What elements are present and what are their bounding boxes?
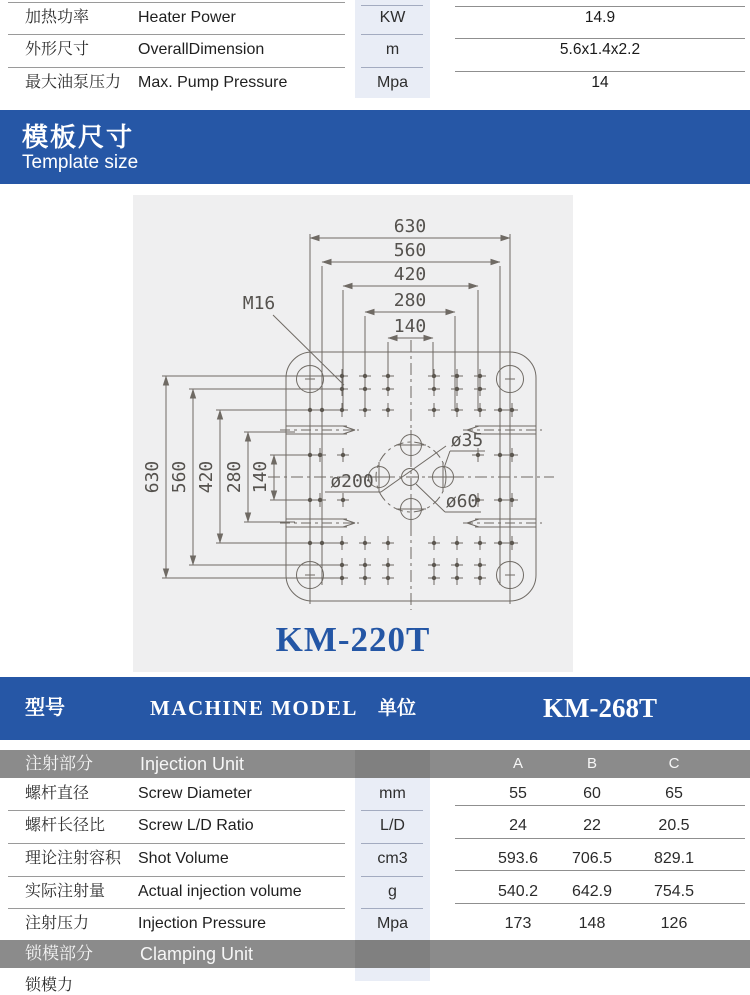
- value-b: 22: [583, 817, 601, 834]
- dim-label-left-560: 560: [169, 460, 190, 494]
- section-banner-template-size: [0, 110, 750, 184]
- row-label-en: Heater Power: [138, 9, 236, 26]
- dim-label-left-420: 420: [196, 460, 217, 494]
- row-label-cn: 外形尺寸: [25, 41, 90, 58]
- thread-label-m16: M16: [242, 293, 276, 314]
- dim-label-left-280: 280: [224, 460, 245, 494]
- diameter-label-60: ø60: [445, 491, 479, 512]
- row-label-en: Screw L/D Ratio: [138, 817, 254, 834]
- dim-label-left-630: 630: [142, 460, 163, 494]
- partial-row-label-cn: 锁模力: [25, 977, 74, 994]
- row-unit: m: [385, 41, 400, 58]
- row-label-cn: 螺杆直径: [25, 785, 90, 802]
- row-unit: g: [388, 883, 397, 900]
- value-a: 593.6: [497, 850, 539, 867]
- row-value: 14: [591, 74, 609, 91]
- row-unit: Mpa: [376, 915, 409, 932]
- column-header-c: C: [668, 755, 680, 772]
- header-model-en: MACHINE MODEL: [150, 696, 358, 720]
- table-row: [0, 778, 750, 810]
- banner-title-cn: 模板尺寸: [22, 122, 135, 152]
- value-a: 24: [509, 817, 527, 834]
- value-c: 65: [665, 785, 683, 802]
- unit-column-shade: [355, 940, 430, 968]
- value-b: 148: [578, 915, 606, 932]
- dim-label-top-140: 140: [393, 316, 427, 337]
- row-unit: mm: [379, 785, 406, 802]
- value-a: 173: [504, 915, 532, 932]
- table-row: [0, 67, 750, 99]
- value-a: 55: [509, 785, 527, 802]
- table-row: [0, 34, 750, 66]
- value-b: 706.5: [571, 850, 613, 867]
- table-row: [0, 843, 750, 875]
- value-b: 642.9: [571, 883, 613, 900]
- row-label-cn: 理论注射容积: [25, 850, 122, 867]
- row-unit: L/D: [380, 817, 405, 834]
- row-value: 14.9: [584, 9, 616, 26]
- row-label-cn: 注射压力: [25, 915, 90, 932]
- unit-column-background-partial: [355, 968, 430, 981]
- row-label-cn: 最大油泵压力: [25, 74, 122, 91]
- value-c: 754.5: [653, 883, 695, 900]
- dim-label-top-420: 420: [393, 264, 427, 285]
- value-c: 20.5: [658, 817, 690, 834]
- row-label-en: Shot Volume: [138, 850, 229, 867]
- row-unit: cm3: [377, 850, 408, 867]
- row-unit: KW: [379, 9, 406, 26]
- row-label-en: Max. Pump Pressure: [138, 74, 288, 91]
- section-en: Injection Unit: [140, 754, 245, 774]
- header-model-cn: 型号: [25, 697, 65, 719]
- column-header-b: B: [586, 755, 597, 772]
- row-label-en: Injection Pressure: [138, 915, 267, 932]
- table-row: [0, 908, 750, 940]
- dim-label-top-560: 560: [393, 240, 427, 261]
- banner-title-en: Template size: [22, 152, 139, 173]
- row-label-cn: 实际注射量: [25, 883, 106, 900]
- row-label-en: OverallDimension: [138, 41, 265, 58]
- row-label-en: Screw Diameter: [138, 785, 252, 802]
- row-value: 5.6x1.4x2.2: [559, 41, 641, 58]
- row-label-en: Actual injection volume: [138, 883, 302, 900]
- value-a: 540.2: [497, 883, 539, 900]
- section-cn: 锁模部分: [25, 944, 93, 963]
- section-header-injection-unit: [0, 750, 750, 778]
- value-b: 60: [583, 785, 601, 802]
- dim-label-top-630: 630: [393, 216, 427, 237]
- row-label-cn: 加热功率: [25, 9, 90, 26]
- section-header-clamping-unit: [0, 940, 750, 968]
- column-header-a: A: [512, 755, 523, 772]
- header-unit-cn: 单位: [378, 698, 417, 719]
- value-c: 829.1: [653, 850, 695, 867]
- section-cn: 注射部分: [25, 754, 93, 773]
- unit-column-shade: [355, 750, 430, 778]
- table-row: [0, 876, 750, 908]
- row-label-cn: 螺杆长径比: [25, 817, 106, 834]
- drawing-model-label: KM-220T: [275, 620, 431, 659]
- template-technical-drawing: [133, 195, 573, 672]
- model-table-header: [0, 677, 750, 740]
- section-en: Clamping Unit: [140, 944, 254, 964]
- table-row: [0, 810, 750, 842]
- diameter-label-200: ø200: [330, 471, 374, 492]
- template-drawing-panel: [133, 195, 573, 672]
- row-unit: Mpa: [376, 74, 409, 91]
- diameter-label-35: ø35: [450, 430, 484, 451]
- dim-label-left-140: 140: [250, 460, 271, 494]
- table-row: [0, 2, 750, 34]
- value-c: 126: [660, 915, 688, 932]
- header-model-value: KM-268T: [543, 693, 657, 723]
- dim-label-top-280: 280: [393, 290, 427, 311]
